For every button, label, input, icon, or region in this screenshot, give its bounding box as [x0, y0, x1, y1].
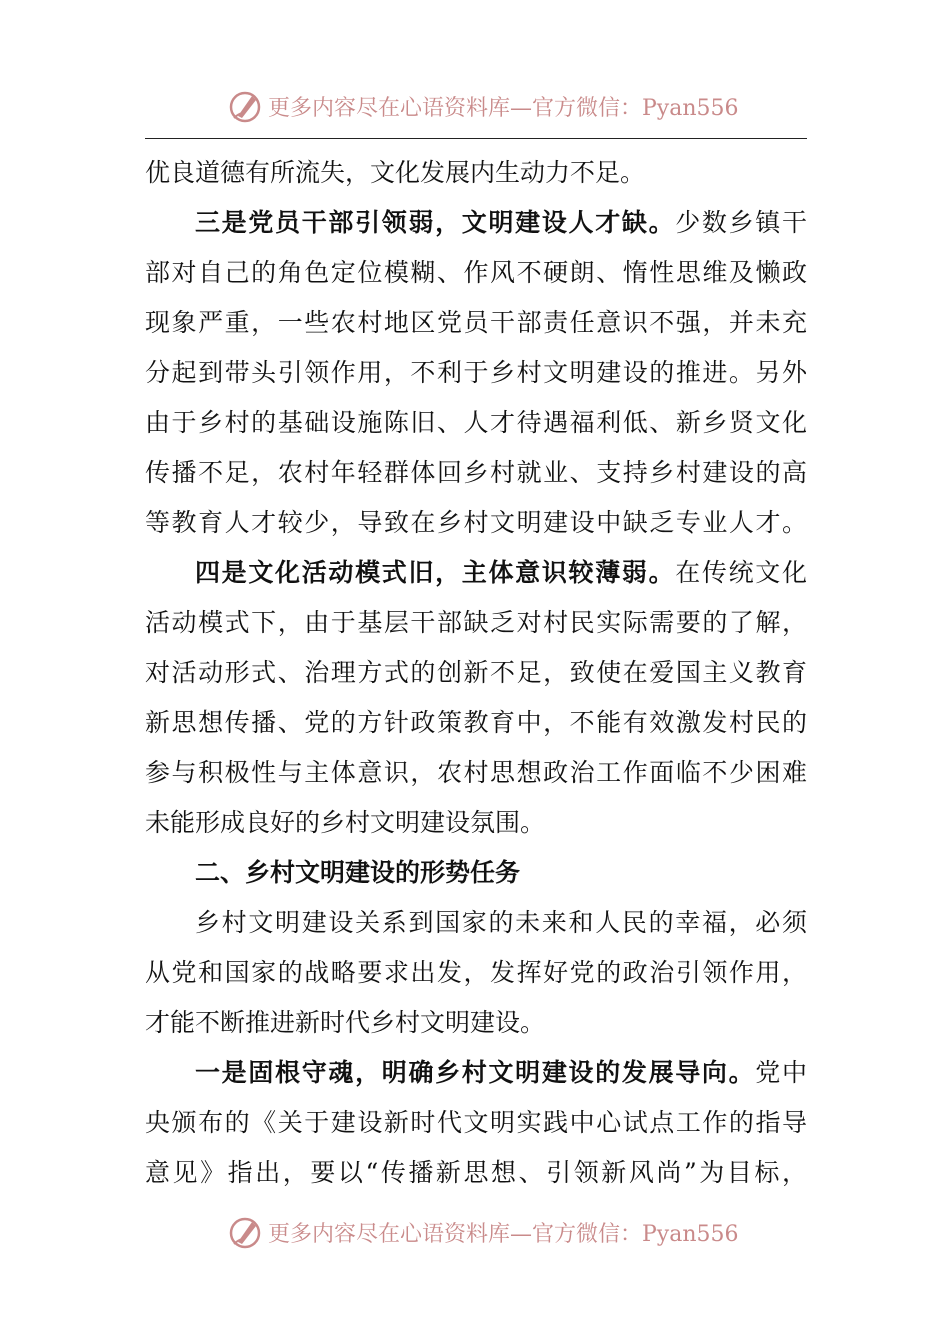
text-line: 参与积极性与主体意识，农村思想政治工作面临不少困难: [145, 758, 807, 787]
watermark-text: 更多内容尽在心语资料库—官方微信：Pyan556: [268, 95, 739, 121]
text-line: 才能不断推进新时代乡村文明建设。: [145, 1008, 546, 1037]
watermark-footer: [228, 1210, 739, 1254]
text-line: 对活动形式、治理方式的创新不足，致使在爱国主义教育: [145, 658, 807, 687]
text-line: 传播不足，农村年轻群体回乡村就业、支持乡村建设的高: [145, 458, 807, 487]
paragraph-start-line: 乡村文明建设关系到国家的未来和人民的幸福，必须: [195, 908, 807, 937]
text-span: 党中: [755, 1058, 807, 1087]
text-line: 现象严重，一些农村地区党员干部责任意识不强，并未充: [145, 308, 807, 337]
paragraph-lead: 一是固根守魂，明确乡村文明建设的发展导向。: [195, 1058, 756, 1087]
paragraph-start-line: [145, 1048, 807, 1098]
text-line: 新思想传播、党的方针政策教育中，不能有效激发村民的: [145, 708, 807, 737]
paragraph-lead: 三是党员干部引领弱，文明建设人才缺。: [195, 208, 676, 237]
header-divider: [145, 138, 807, 139]
pen-nib-circle-logo-icon: [228, 1214, 264, 1250]
text-line: 分起到带头引领作用，不利于乡村文明建设的推进。另外: [145, 358, 807, 387]
watermark-header: [228, 84, 739, 128]
watermark-text: 更多内容尽在心语资料库—官方微信：Pyan556: [268, 1221, 739, 1247]
text-line: 部对自己的角色定位模糊、作风不硬朗、惰性思维及懒政: [145, 258, 807, 287]
document-body: [145, 148, 807, 1198]
text-span: 少数乡镇干: [675, 208, 807, 237]
paragraph-start-line: [145, 198, 807, 248]
text-line: 从党和国家的战略要求出发，发挥好党的政治引领作用，: [145, 958, 807, 987]
text-line: 未能形成良好的乡村文明建设氛围。: [145, 808, 546, 837]
section-heading: 二、乡村文明建设的形势任务: [195, 858, 521, 887]
text-line: 意见》指出，要以“传播新思想、引领新风尚”为目标，: [145, 1158, 807, 1187]
text-line: 活动模式下，由于基层干部缺乏对村民实际需要的了解，: [145, 608, 807, 637]
text-line: 优良道德有所流失，文化发展内生动力不足。: [145, 158, 646, 187]
text-line: 由于乡村的基础设施陈旧、人才待遇福利低、新乡贤文化: [145, 408, 807, 437]
text-line: 央颁布的《关于建设新时代文明实践中心试点工作的指导: [145, 1108, 807, 1137]
paragraph-lead: 四是文化活动模式旧，主体意识较薄弱。: [195, 558, 676, 587]
text-span: 在传统文化: [675, 558, 807, 587]
text-line: 等教育人才较少，导致在乡村文明建设中缺乏专业人才。: [145, 508, 807, 537]
pen-nib-circle-logo-icon: [228, 88, 264, 124]
paragraph-start-line: [145, 548, 807, 598]
